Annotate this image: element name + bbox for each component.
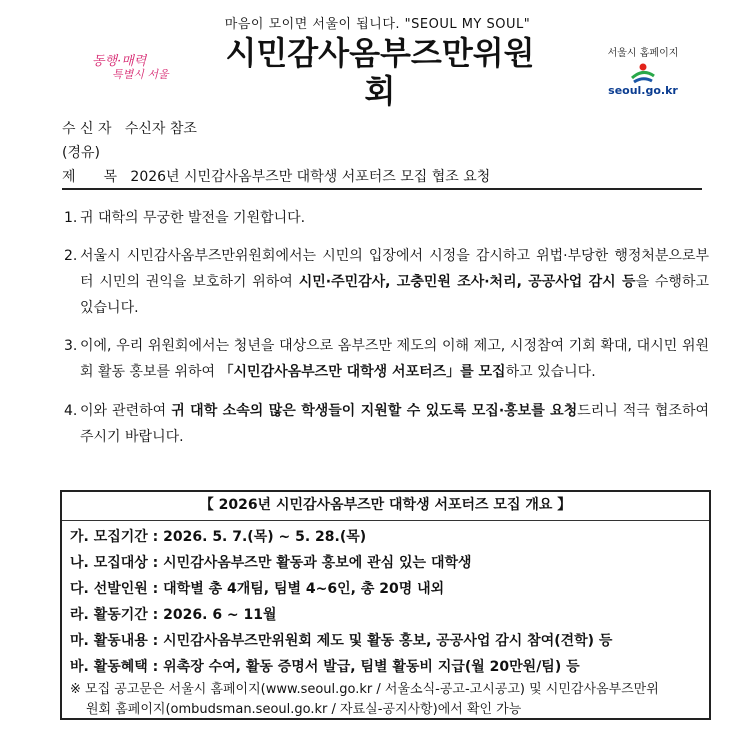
body-item-1 (64, 205, 709, 231)
item-emphasis: 귀 대학 소속의 많은 학생들이 지원할 수 있도록 모집·홍보를 요청 (171, 403, 578, 419)
subject-label: 제 목 (62, 169, 118, 185)
item-text-end: 하고 있습니다. (505, 364, 596, 380)
summary-row-activity-period: 라. 활동기간 : 2026. 6 ~ 11월 (70, 607, 277, 623)
brand-logo-line2: 특별시 서울 (112, 68, 169, 81)
body-item-2 (64, 243, 709, 321)
subject-divider (62, 188, 702, 190)
seoul-symbol-icon (628, 62, 658, 84)
homepage-url: seoul.go.kr (608, 84, 678, 97)
via-label: (경유) (62, 145, 100, 161)
note-line-2: 원회 홈페이지(ombudsman.seoul.go.kr / 자료실-공지사항)에서 확인 가능 (86, 702, 522, 717)
summary-title: 【 2026년 시민감사옴부즈만 대학생 서포터즈 모집 개요 】 (62, 492, 709, 521)
item-text: 귀 대학의 무궁한 발전을 기원합니다. (80, 210, 306, 226)
seoul-brand-logo (92, 50, 172, 90)
recipient-value: 수신자 참조 (124, 121, 197, 137)
subject-value: 2026년 시민감사옴부즈만 대학생 서포터즈 모집 협조 요청 (130, 169, 491, 185)
summary-row-benefits: 바. 활동혜택 : 위촉장 수여, 활동 증명서 발급, 팀별 활동비 지급(월 20만원/팀) 등 (70, 659, 580, 675)
item-emphasis: 시민·주민감사, 고충민원 조사·처리, 공공사업 감시 등 (298, 274, 636, 290)
item-text: 이에, 우리 위원회에서는 청년을 대상으로 옴부즈만 제도의 이해 제고, 시정참여 기회 확대, 대시민 위원회 활동 홍보를 위하여 (80, 338, 709, 380)
brand-logo-line1: 동행·매력 (92, 54, 147, 69)
item-number: 3. (64, 338, 78, 354)
item-number: 1. (64, 210, 78, 226)
summary-row-activity-content: 마. 활동내용 : 시민감사옴부즈만위원회 제도 및 활동 홍보, 공공사업 감시 참여(견학) 등 (70, 633, 613, 649)
via-row (62, 142, 100, 162)
item-text-end: 을 수행하고 있습니다. (80, 274, 709, 316)
page-title: 시민감사옴부즈만위원회 (225, 34, 535, 110)
recruitment-summary-box (60, 490, 711, 720)
summary-row-target: 나. 모집대상 : 시민감사옴부즈만 활동과 홍보에 관심 있는 대학생 (70, 555, 472, 571)
slogan: 마음이 모이면 서울이 됩니다. "SEOUL MY SOUL" (224, 17, 531, 32)
item-emphasis: 「시민감사옴부즈만 대학생 서포터즈」를 모집 (219, 364, 506, 380)
item-text: 서울시 시민감사옴부즈만위원회에서는 시민의 입장에서 시정을 감시하고 위법·부당한 행정처분으로부터 시민의 권익을 보호하기 위하여 (80, 248, 709, 290)
item-number: 2. (64, 248, 78, 264)
item-text: 이와 관련하여 (80, 403, 172, 419)
item-number: 4. (64, 403, 78, 419)
subject-row (62, 166, 490, 186)
recipient-row (62, 118, 197, 138)
body-item-3 (64, 333, 709, 385)
seoul-homepage-logo (588, 44, 698, 99)
recipient-label: 수 신 자 (62, 121, 112, 137)
summary-row-headcount: 다. 선발인원 : 대학별 총 4개팀, 팀별 4~6인, 총 20명 내외 (70, 581, 445, 597)
summary-note (70, 680, 700, 720)
item-text-end: 드리니 적극 협조하여 주시기 바랍니다. (80, 403, 709, 445)
homepage-caption: 서울시 홈페이지 (607, 48, 679, 59)
summary-row-period: 가. 모집기간 : 2026. 5. 7.(목) ~ 5. 28.(목) (70, 529, 367, 545)
body-item-4 (64, 398, 709, 450)
note-line-1: ※ 모집 공고문은 서울시 홈페이지(www.seoul.go.kr / 서울소식-공고-고시공고) 및 시민감사옴부즈만위 (70, 682, 659, 697)
